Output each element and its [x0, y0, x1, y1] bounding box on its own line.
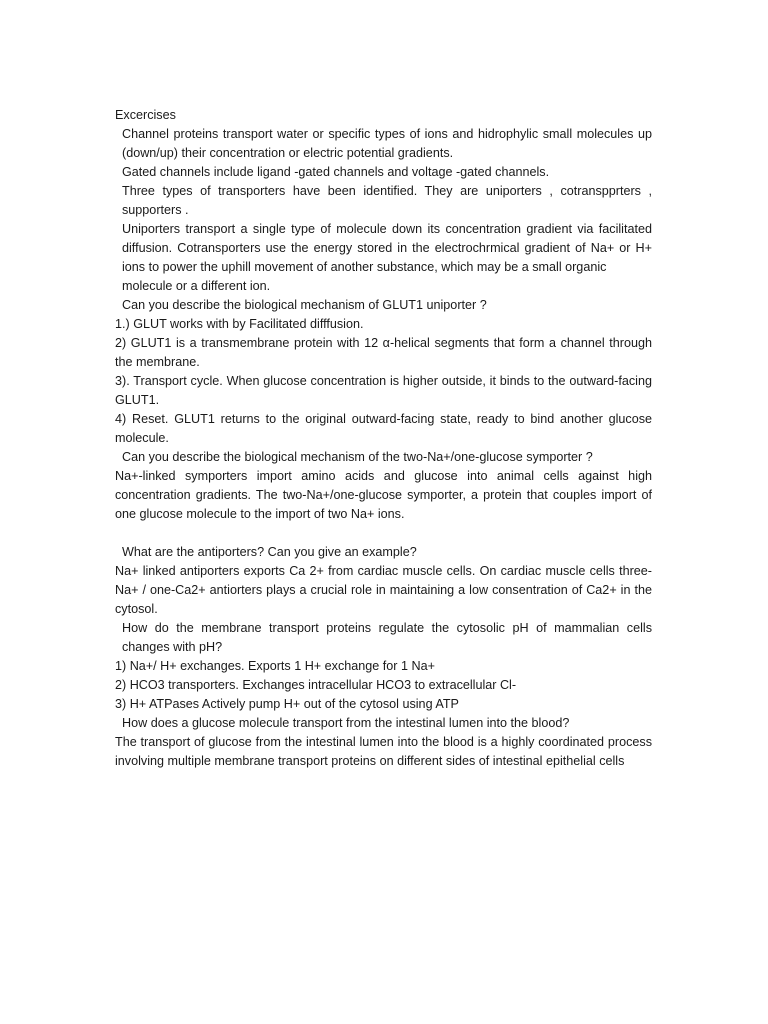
- paragraph-channel-proteins: Channel proteins transport water or specific types of ions and hidrophylic small molecules up (down/up) their concentration or electric potential gradients.: [122, 127, 652, 160]
- answer-glucose-transport: The transport of glucose from the intestinal lumen into the blood is a highly coordinated process involving multiple membrane transport proteins on different sides of intestinal epithelial cells: [115, 735, 652, 768]
- paragraph-transporter-types: Three types of transporters have been identified. They are uniporters , cotranspprters , supporters .: [122, 184, 652, 217]
- ph-item-2: 2) HCO3 transporters. Exchanges intracellular HCO3 to extracellular Cl-: [115, 678, 517, 692]
- glut1-step-4: 4) Reset. GLUT1 returns to the original outward-facing state, ready to bind another glucose molecule.: [115, 412, 652, 445]
- answer-antiporters: Na+ linked antiporters exports Ca 2+ from cardiac muscle cells. On cardiac muscle cells three-Na+ / one-Ca2+ antiorters plays a crucial role in maintaining a low consentration of Ca2+ in the cytosol.: [115, 564, 652, 616]
- document-heading: Excercises: [115, 108, 176, 122]
- question-glucose-transport: How does a glucose molecule transport from the intestinal lumen into the blood?: [122, 716, 570, 730]
- question-ph-regulation: How do the membrane transport proteins regulate the cytosolic pH of mammalian cells changes with pH?: [122, 621, 652, 654]
- paragraph-uniporters: Uniporters transport a single type of molecule down its concentration gradient via facilitated diffusion. Cotransporters use the energy stored in the electrochrmical gradient of Na+ or H+ ions to power the uphill movement of another substance, which may be a small organic: [122, 222, 652, 274]
- document-page: [115, 106, 652, 771]
- paragraph-uniporters-continued: molecule or a different ion.: [122, 279, 271, 293]
- ph-item-1: 1) Na+/ H+ exchanges. Exports 1 H+ exchange for 1 Na+: [115, 659, 435, 673]
- answer-symporter: Na+-linked symporters import amino acids and glucose into animal cells against high concentration gradients. The two-Na+/one-glucose symporter, a protein that couples import of one glucose molecule to the import of two Na+ ions.: [115, 469, 652, 521]
- question-glut1: Can you describe the biological mechanism of GLUT1 uniporter ?: [122, 298, 487, 312]
- glut1-step-1: 1.) GLUT works with by Facilitated difffusion.: [115, 317, 364, 331]
- ph-item-3: 3) H+ ATPases Actively pump H+ out of the cytosol using ATP: [115, 697, 459, 711]
- paragraph-gated-channels: Gated channels include ligand -gated channels and voltage -gated channels.: [122, 165, 550, 179]
- question-symporter: Can you describe the biological mechanism of the two-Na+/one-glucose symporter ?: [122, 450, 593, 464]
- glut1-step-2: 2) GLUT1 is a transmembrane protein with 12 α-helical segments that form a channel through the membrane.: [115, 336, 652, 369]
- blank-line: [115, 524, 652, 543]
- question-antiporters: What are the antiporters? Can you give an example?: [122, 545, 417, 559]
- glut1-step-3: 3). Transport cycle. When glucose concentration is higher outside, it binds to the outward-facing GLUT1.: [115, 374, 652, 407]
